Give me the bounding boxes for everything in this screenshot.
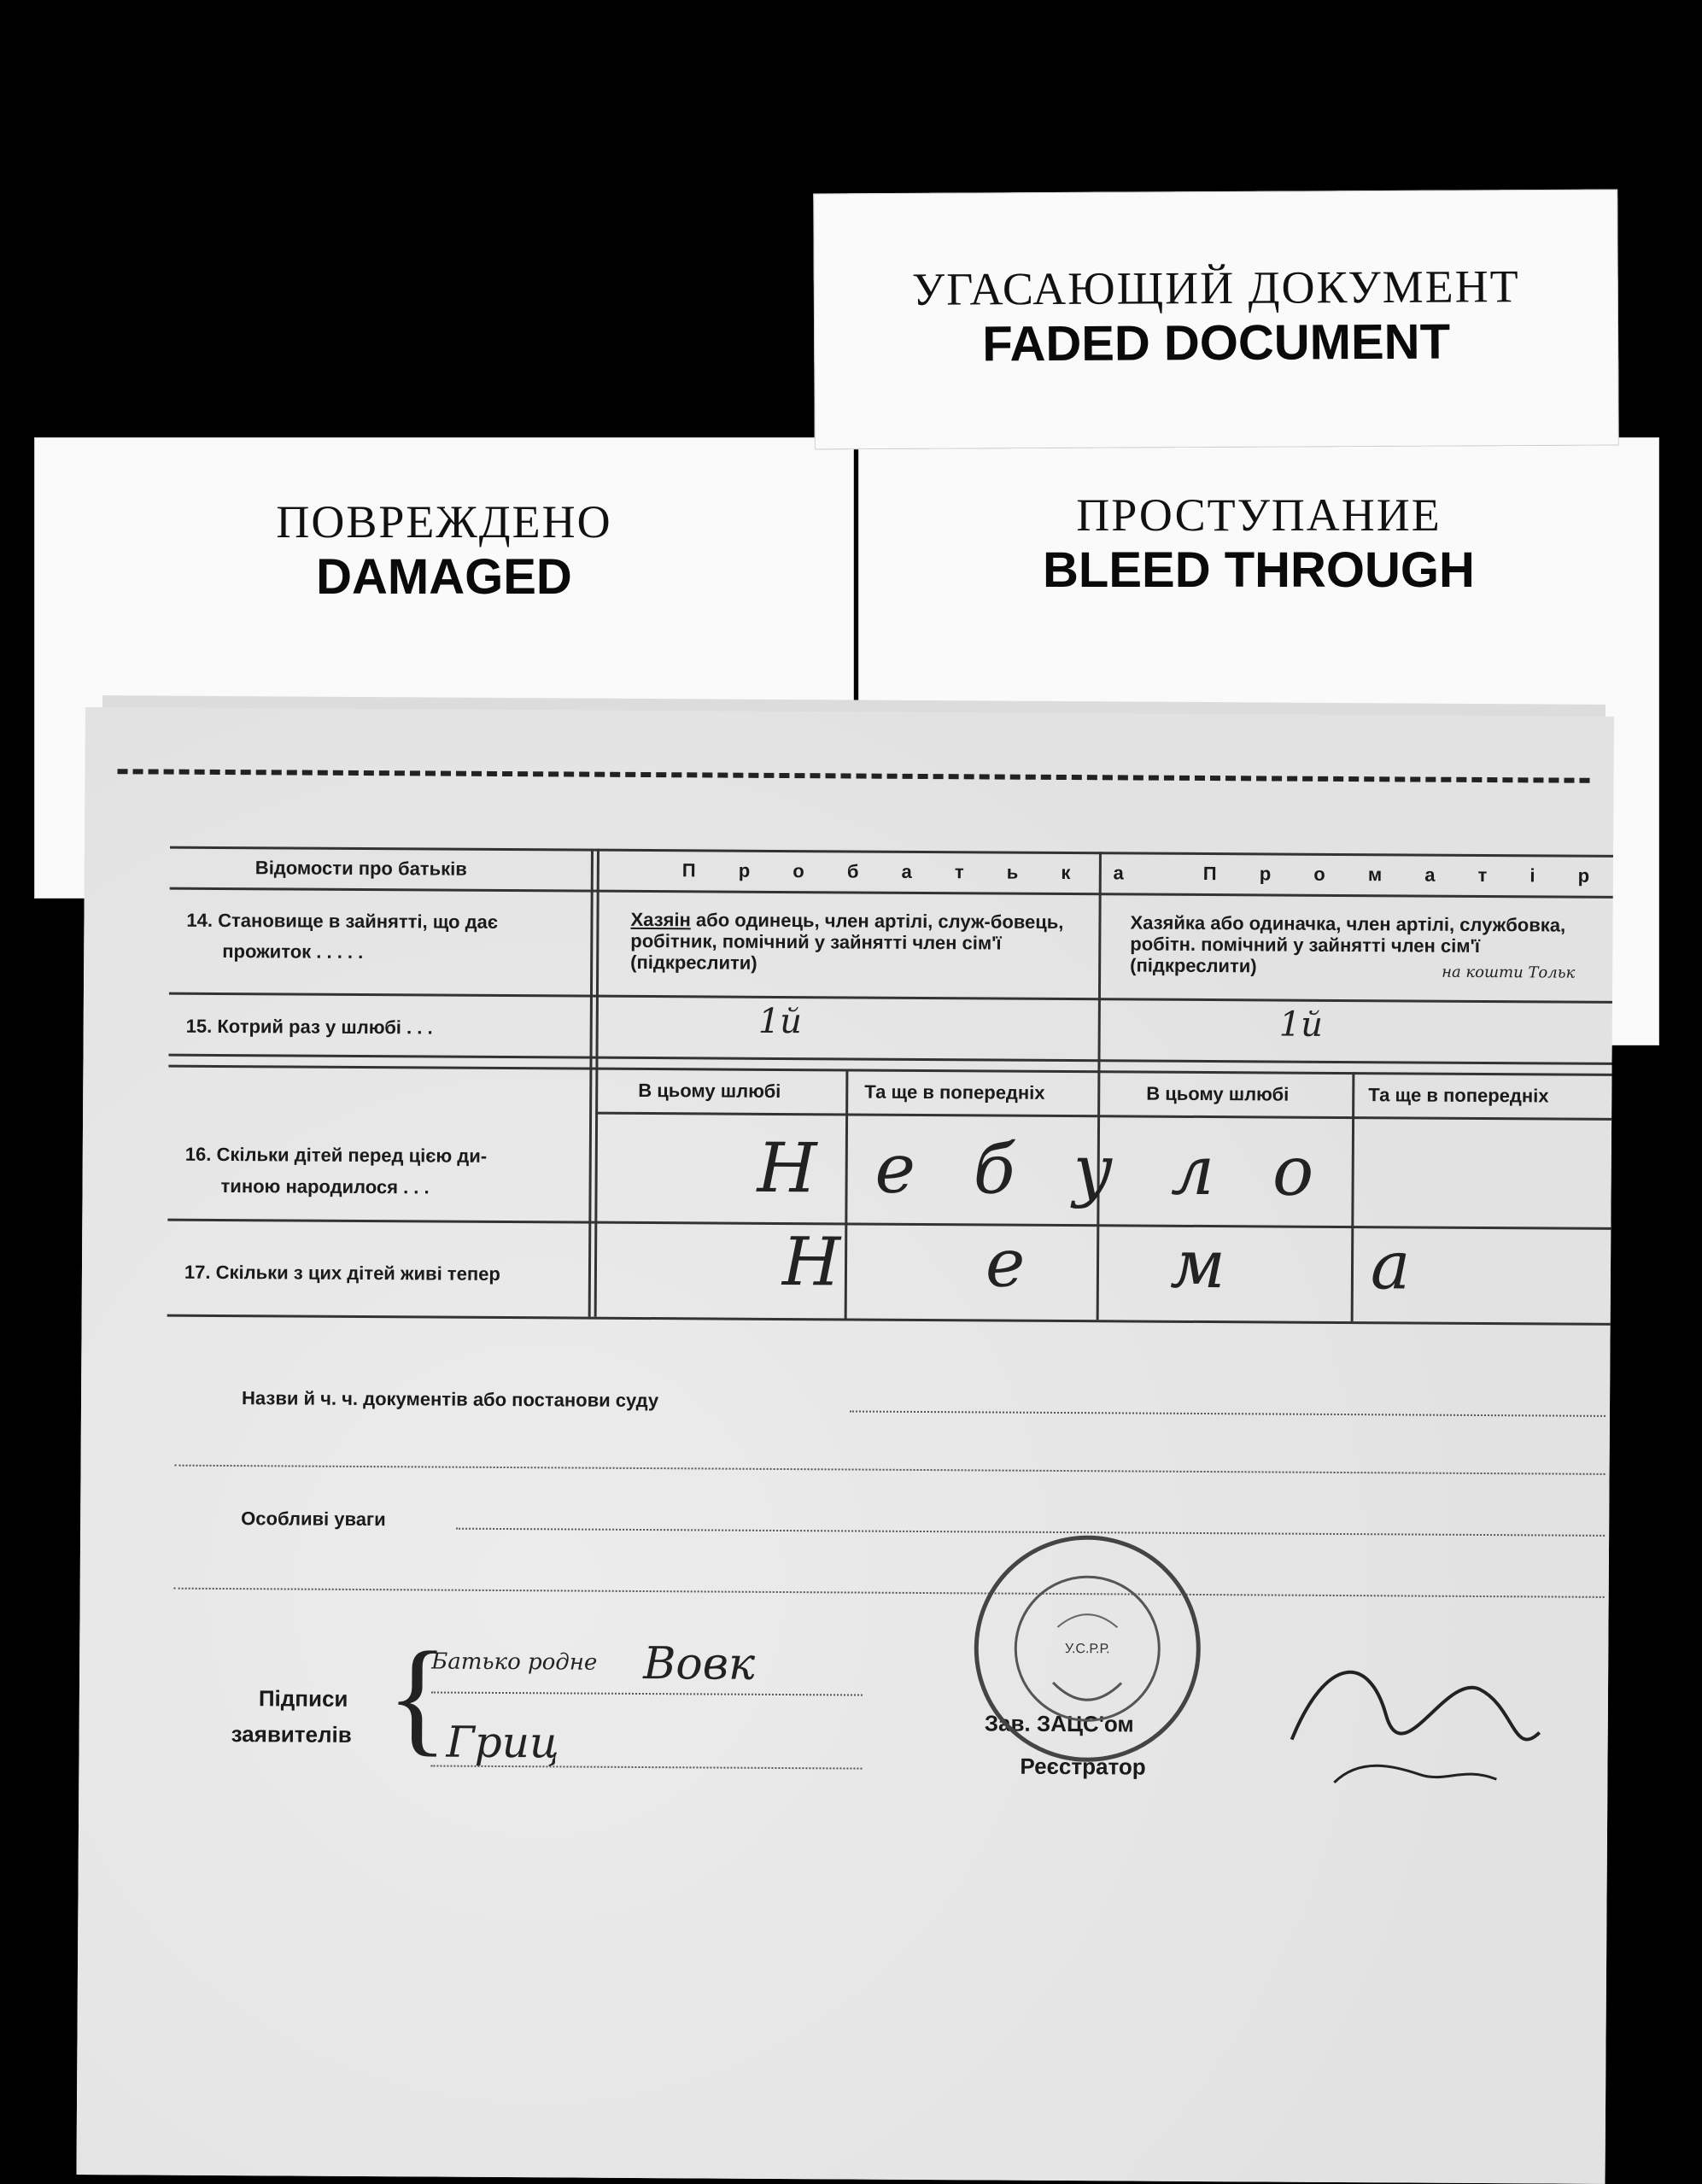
damaged-notice-ru: ПОВРЕЖДЕНО [276,496,612,547]
signature-father-name: Вовк [642,1638,756,1690]
header-father: П р о б а т ь к а [681,859,1143,884]
bleed-notice-ru: ПРОСТУПАНИЕ [1076,489,1442,541]
row17-handwritten: Нема [781,1223,1556,1306]
mother-this-marriage: В цьому шлюбі [1146,1082,1290,1105]
notes-label: Особливі уваги [241,1508,386,1531]
faded-notice-card [813,190,1619,450]
row14-father-underlined: Хазяін [630,908,691,931]
stamp-center-text: У.С.Р.Р. [1064,1642,1110,1657]
row14-label-line2: прожиток . . . . . [222,940,364,963]
signature-father: Батько родне [431,1648,598,1676]
damaged-notice-en: DAMAGED [316,549,572,605]
scanned-form-page [77,707,1614,2184]
notes-line-2 [174,1588,1605,1598]
row16-label-line2: тиною народилося . . . [220,1174,430,1198]
col-label-divider-2 [594,849,600,1317]
table-top-rule [170,846,1613,858]
perforation-line [118,769,1590,783]
bleed-notice-en: BLEED THROUGH [1043,542,1475,598]
row14-father-text [630,909,1083,975]
faded-notice-ru: УГАСАЮЩИЙ ДОКУМЕНТ [911,261,1520,315]
registrar-label: Реєстратор [1020,1753,1146,1780]
stamp-wreath-top [1057,1614,1117,1627]
registrar-signature-stroke-2 [1334,1765,1496,1783]
faded-notice-en: FADED DOCUMENT [982,313,1451,372]
row15-father-value: 1й [757,1001,803,1042]
signature-second: Гриц [446,1717,559,1768]
mother-previous: Та ще в попередніх [1368,1084,1549,1107]
table-header-rule [170,887,1613,899]
row15-mother-value: 1й [1278,1004,1324,1045]
signatures-label-line2: заявителів [231,1721,352,1748]
registrar-signature [1257,1637,1548,1792]
row14-rule [169,992,1612,1004]
documents-line-2 [175,1465,1605,1475]
row14-father-options: або одинець, член артілі, служ-бовець, робітник, помічний у зайнятті член сім'ї (підкреслити) [630,909,1064,974]
col-label-divider [588,849,594,1317]
signature-line-2 [430,1765,862,1769]
row17-label: 17. Скільки з цих дітей живі тепер [184,1261,500,1285]
header-mother: П р о м а т і р [1202,862,1609,887]
row15-label: 15. Котрий раз у шлюбі . . . [185,1015,433,1039]
row16-handwritten: Небуло [757,1127,1372,1212]
children-header-top-rule [168,1065,1611,1076]
signature-line-1 [431,1691,863,1695]
signatures-brace: { [386,1625,449,1768]
row14-mother-text: Хазяйка або одиначка, член артілі, службовка, робітн. помічний у зайнятті член сім'ї (підкреслити) [1130,911,1566,977]
documents-label: Назви й ч. ч. документів або постанови суду [241,1387,659,1412]
header-label: Відомости про батьків [254,857,467,880]
row15-rule [169,1054,1612,1065]
stamp-wreath [1053,1683,1121,1700]
row16-label-line1: 16. Скільки дітей перед цією ди- [184,1143,488,1167]
official-stamp [971,1532,1203,1765]
table-bottom-rule [167,1314,1611,1326]
registry-head-label: Зав. ЗАЦС'ом [984,1710,1134,1737]
documents-line [850,1410,1605,1416]
father-this-marriage: В цьому шлюбі [638,1079,781,1102]
children-header-rule [595,1112,1611,1121]
row14-label-line1: 14. Становище в зайнятті, що дає [186,909,499,933]
registrar-signature-stroke [1292,1672,1540,1741]
row14-mother-handwritten: на кошти Тольк [1442,963,1576,982]
father-previous: Та ще в попередніх [864,1080,1045,1104]
signatures-label-line1: Підписи [258,1685,348,1712]
